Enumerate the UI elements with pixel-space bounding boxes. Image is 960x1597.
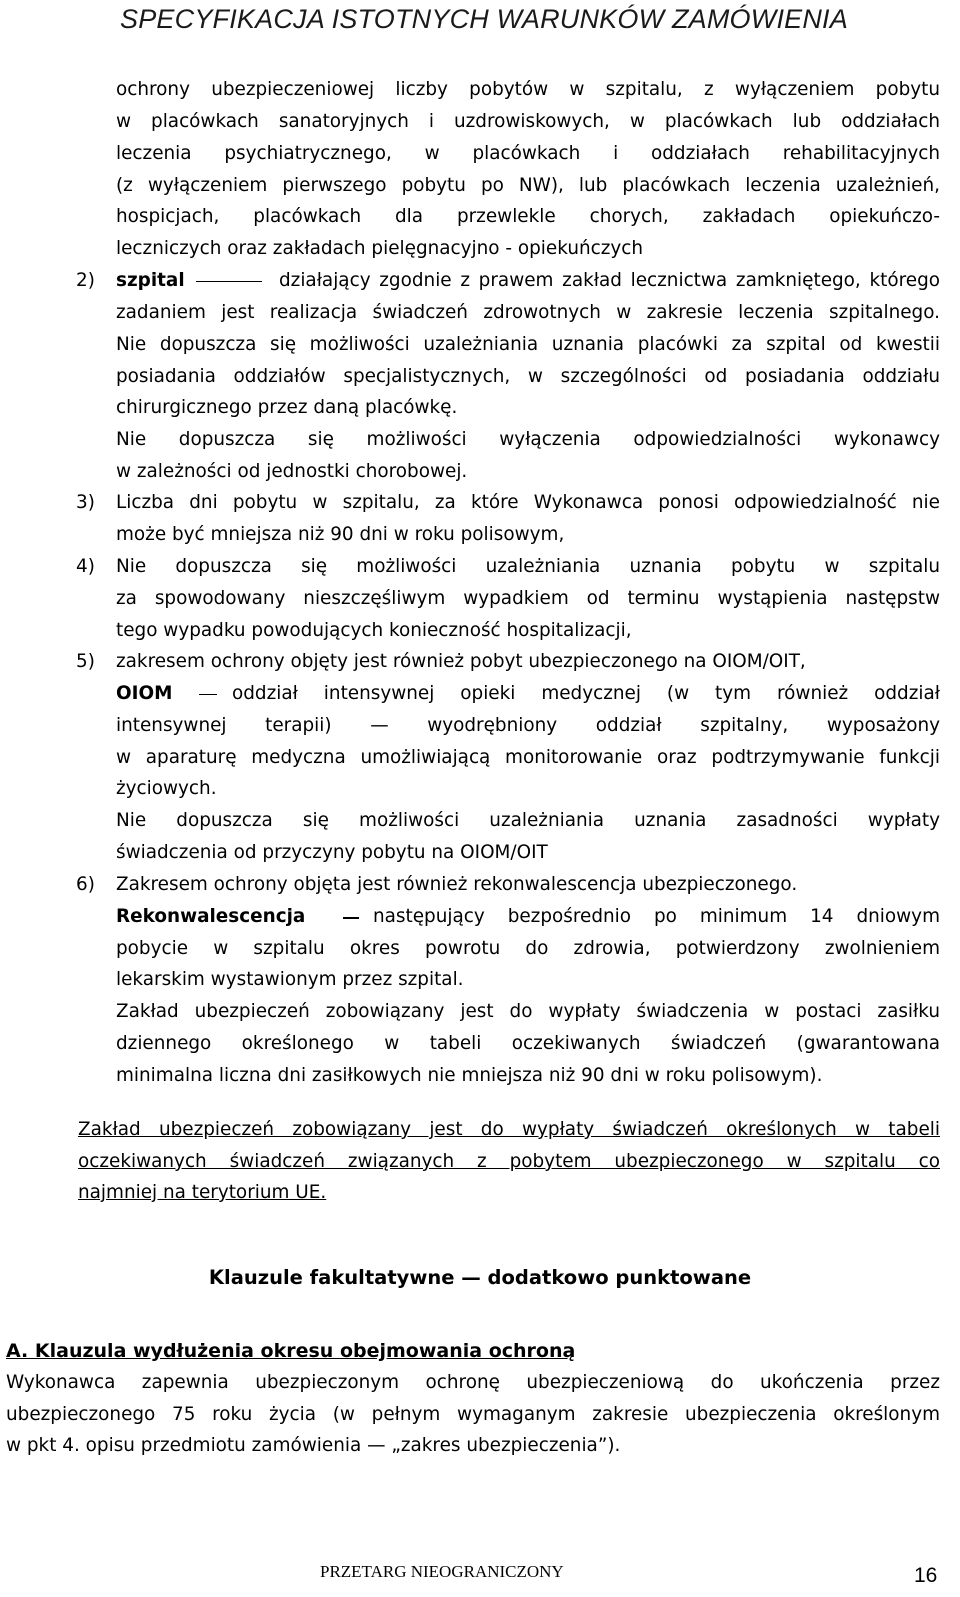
dash-divider xyxy=(343,917,359,919)
body-line: Wykonawca zapewnia ubezpieczonym ochronę ubezpieczeniową do ukończenia przez xyxy=(6,1372,940,1393)
body-line: Zakresem ochrony objęta jest również rekonwalescencja ubezpieczonego. xyxy=(116,874,798,895)
section-title: Klauzule fakultatywne — dodatkowo punktowane xyxy=(208,1266,752,1289)
term-szpital: szpital xyxy=(116,270,185,291)
body-line: tego wypadku powodujących konieczność hospitalizacji, xyxy=(116,620,632,641)
footer-text: PRZETARG NIEOGRANICZONY xyxy=(320,1562,564,1581)
body-line: świadczenia od przyczyny pobytu na OIOM/OIT xyxy=(116,842,548,863)
list-number: 3) xyxy=(76,492,95,513)
body-line: działający zgodnie z prawem zakład lecznictwa zamkniętego, którego xyxy=(279,270,940,291)
dash-divider xyxy=(199,694,217,695)
body-line: leczenia psychiatrycznego, w placówkach i oddziałach rehabilitacyjnych xyxy=(116,143,940,164)
list-number: 2) xyxy=(76,270,95,291)
list-number: 6) xyxy=(76,874,95,895)
body-line: ochrony ubezpieczeniowej liczby pobytów w szpitalu, z wyłączeniem pobytu xyxy=(116,79,940,100)
list-number: 5) xyxy=(76,651,95,672)
body-line: Zakład ubezpieczeń zobowiązany jest do wypłaty świadczenia w postaci zasiłku xyxy=(116,1001,940,1022)
body-line: hospicjach, placówkach dla przewlekle chorych, zakładach opiekuńczo- xyxy=(116,206,940,227)
body-line: Nie dopuszcza się możliwości uzależniania uznania zasadności wypłaty xyxy=(116,810,940,831)
body-line: oddział intensywnej opieki medycznej (w tym również oddział xyxy=(232,683,940,704)
body-line: minimalna liczna dni zasiłkowych nie mniejsza niż 90 dni w roku polisowym). xyxy=(116,1065,823,1086)
body-line: zakresem ochrony objęty jest również pobyt ubezpieczonego na OIOM/OIT, xyxy=(116,651,806,672)
term-oiom: OIOM xyxy=(116,683,173,704)
body-line: w placówkach sanatoryjnych i uzdrowiskowych, w placówkach lub oddziałach xyxy=(116,111,940,132)
body-line: życiowych. xyxy=(116,778,217,799)
body-line: dziennego określonego w tabeli oczekiwanych świadczeń (gwarantowana xyxy=(116,1033,940,1054)
body-line: może być mniejsza niż 90 dni w roku polisowym, xyxy=(116,524,565,545)
page-number: 16 xyxy=(914,1564,938,1587)
body-line: lekarskim wystawionym przez szpital. xyxy=(116,969,464,990)
term-rekonwalescencja: Rekonwalescencja xyxy=(116,906,306,927)
body-line: posiadania oddziałów specjalistycznych, w szczególności od posiadania oddziału xyxy=(116,366,940,387)
body-line: chirurgicznego przez daną placówkę. xyxy=(116,397,458,418)
body-line: w zależności od jednostki chorobowej. xyxy=(116,461,468,482)
underlined-line: Zakład ubezpieczeń zobowiązany jest do wypłaty świadczeń określonych w tabeli xyxy=(78,1119,940,1140)
underlined-line: najmniej na terytorium UE. xyxy=(78,1182,327,1203)
body-line: Liczba dni pobytu w szpitalu, za które Wykonawca ponosi odpowiedzialność nie xyxy=(116,492,940,513)
body-line: Nie dopuszcza się możliwości uzależniania uznania placówki za szpital od kwestii xyxy=(116,334,940,355)
body-line: ubezpieczonego 75 roku życia (w pełnym wymaganym zakresie ubezpieczenia określonym xyxy=(6,1404,940,1425)
underlined-line: oczekiwanych świadczeń związanych z pobytem ubezpieczonego w szpitalu co xyxy=(78,1151,940,1172)
dash-divider xyxy=(196,281,262,282)
body-line: pobycie w szpitalu okres powrotu do zdrowia, potwierdzony zwolnieniem xyxy=(116,938,940,959)
body-line: intensywnej terapii) — wyodrębniony oddział szpitalny, wyposażony xyxy=(116,715,940,736)
body-line: zadaniem jest realizacja świadczeń zdrowotnych w zakresie leczenia szpitalnego. xyxy=(116,302,940,323)
body-line: Nie dopuszcza się możliwości wyłączenia odpowiedzialności wykonawcy xyxy=(116,429,940,450)
body-line: w pkt 4. opisu przedmiotu zamówienia — „zakres ubezpieczenia”). xyxy=(6,1435,621,1456)
header-title: SPECYFIKACJA ISTOTNYCH WARUNKÓW ZAMÓWIENIA xyxy=(120,4,848,34)
body-line: Nie dopuszcza się możliwości uzależniania uznania pobytu w szpitalu xyxy=(116,556,940,577)
list-number: 4) xyxy=(76,556,95,577)
body-line: (z wyłączeniem pierwszego pobytu po NW), lub placówkach leczenia uzależnień, xyxy=(116,175,940,196)
body-line: następujący bezpośrednio po minimum 14 dniowym xyxy=(373,906,940,927)
body-line: w aparaturę medyczna umożliwiającą monitorowanie oraz podtrzymywanie funkcji xyxy=(116,747,940,768)
body-line: za spowodowany nieszczęśliwym wypadkiem od terminu wystąpienia następstw xyxy=(116,588,940,609)
clause-title: A. Klauzula wydłużenia okresu obejmowania ochroną xyxy=(6,1340,576,1362)
body-line: leczniczych oraz zakładach pielęgnacyjno - opiekuńczych xyxy=(116,238,644,259)
